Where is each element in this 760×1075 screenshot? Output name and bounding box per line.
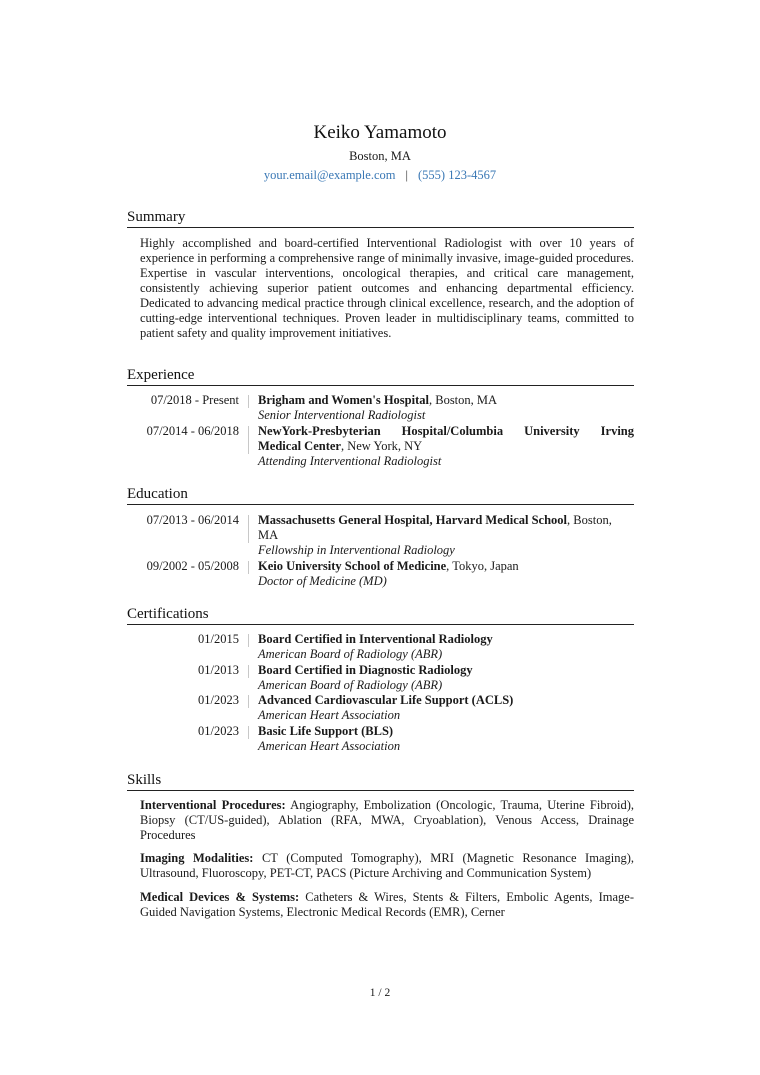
entry-org: Massachusetts General Hospital, Harvard Medical School xyxy=(258,513,568,527)
email-link[interactable]: your.email@example.com xyxy=(263,168,396,182)
entry-location: , New York, NY xyxy=(340,439,423,453)
entry-org-continued: Medical Center xyxy=(258,439,341,453)
entry-dates: 07/2014 - 06/2018 xyxy=(146,424,239,438)
section-title-skills: Skills xyxy=(127,771,634,791)
skill-text: Catheters & Wires, Stents & Filters, Embolic Agents, Image-Guided Navigation Systems, Electronic Medical Records (EMR), Cerner xyxy=(140,890,634,919)
skill-group xyxy=(140,798,634,843)
entry-role: Senior Interventional Radiologist xyxy=(258,408,426,422)
certification-issuer: American Heart Association xyxy=(258,739,401,753)
candidate-name: Keiko Yamamoto xyxy=(313,122,447,143)
certification-entry xyxy=(127,693,634,723)
entry-body xyxy=(258,632,634,662)
phone-link[interactable]: (555) 123-4567 xyxy=(418,168,497,182)
certification-date: 01/2023 xyxy=(198,693,239,707)
entry-dates: 07/2013 - 06/2014 xyxy=(146,513,239,527)
experience-entry xyxy=(127,424,634,469)
skill-label: Imaging Modalities: xyxy=(140,851,254,865)
education-entry xyxy=(127,559,634,589)
certification-issuer: American Heart Association xyxy=(258,708,401,722)
certification-date: 01/2013 xyxy=(198,663,239,677)
entry-org-line xyxy=(258,439,634,454)
experience-entry xyxy=(127,393,634,423)
entry-body xyxy=(258,663,634,693)
entry-dates: 07/2018 - Present xyxy=(150,393,239,407)
entry-divider xyxy=(248,726,249,739)
page-number: 1 / 2 xyxy=(369,987,391,999)
entry-location: , Tokyo, Japan xyxy=(446,559,519,573)
entry-org-line xyxy=(258,393,634,408)
entry-org-line xyxy=(258,559,634,574)
skill-label: Medical Devices & Systems: xyxy=(140,890,300,904)
entry-org: Keio University School of Medicine xyxy=(258,559,447,573)
certification-name: Basic Life Support (BLS) xyxy=(258,724,394,738)
entry-body xyxy=(258,693,634,723)
certification-issuer: American Board of Radiology (ABR) xyxy=(258,678,443,692)
entry-org: Brigham and Women's Hospital xyxy=(258,393,429,407)
entry-location-continued: MA xyxy=(258,528,279,542)
entry-body xyxy=(258,559,634,589)
certification-entry xyxy=(127,724,634,754)
entry-org: NewYork-Presbyterian Hospital/Columbia University Irving xyxy=(258,424,634,438)
certification-date: 01/2023 xyxy=(198,724,239,738)
entry-role: Fellowship in Interventional Radiology xyxy=(258,543,455,557)
entry-divider xyxy=(248,395,249,408)
certification-date: 01/2015 xyxy=(198,632,239,646)
entry-divider xyxy=(248,561,249,574)
section-title-summary: Summary xyxy=(127,208,634,228)
entry-org-line xyxy=(258,513,634,528)
entry-location: , Boston, xyxy=(567,513,612,527)
contact-separator: | xyxy=(405,168,408,182)
education-entry xyxy=(127,513,634,558)
entry-body xyxy=(258,724,634,754)
skill-label: Interventional Procedures: xyxy=(140,798,286,812)
certification-entry xyxy=(127,632,634,662)
certification-issuer: American Board of Radiology (ABR) xyxy=(258,647,443,661)
entry-dates: 09/2002 - 05/2008 xyxy=(146,559,239,573)
summary-text: Highly accomplished and board-certified Interventional Radiologist with over 10 years of experience in performing a comprehensive range of minimally invasive, image-guided procedures. Expertise in vascular interventions, oncological therapies, and critical care management, consistently achieving superior patient outcomes and enhancing departmental efficiency. Dedicated to advancing medical practice through clinical excellence, research, and the adoption of cutting-edge interventional techniques. Proven leader in multidisciplinary teams, committed to patient safety and quality improvement initiatives. xyxy=(140,236,634,340)
entry-body xyxy=(258,424,634,469)
entry-role: Doctor of Medicine (MD) xyxy=(258,574,387,588)
certification-name: Advanced Cardiovascular Life Support (ACLS) xyxy=(258,693,514,707)
entry-divider xyxy=(248,665,249,678)
contact-line xyxy=(0,167,760,183)
skill-group xyxy=(140,890,634,920)
certification-name: Board Certified in Interventional Radiology xyxy=(258,632,493,646)
entry-location: , Boston, MA xyxy=(428,393,498,407)
candidate-location: Boston, MA xyxy=(349,149,411,163)
entry-role: Attending Interventional Radiologist xyxy=(258,454,442,468)
skill-group xyxy=(140,851,634,881)
entry-divider xyxy=(248,426,249,454)
skill-text: CT (Computed Tomography), MRI (Magnetic Resonance Imaging), Ultrasound, Fluoroscopy, PET-CT, PACS (Picture Archiving and Communication System) xyxy=(140,851,634,880)
entry-divider xyxy=(248,634,249,647)
entry-body xyxy=(258,393,634,423)
certification-name: Board Certified in Diagnostic Radiology xyxy=(258,663,473,677)
entry-body xyxy=(258,513,634,558)
section-title-education: Education xyxy=(127,485,634,505)
entry-divider xyxy=(248,515,249,543)
section-title-certifications: Certifications xyxy=(127,605,634,625)
entry-divider xyxy=(248,695,249,708)
section-title-experience: Experience xyxy=(127,366,634,386)
skill-text: Angiography, Embolization (Oncologic, Trauma, Uterine Fibroid), Biopsy (CT/US-guided), Ablation (RFA, MWA, Cryoablation), Venous Access, Drainage Procedures xyxy=(140,798,634,842)
certification-entry xyxy=(127,663,634,693)
